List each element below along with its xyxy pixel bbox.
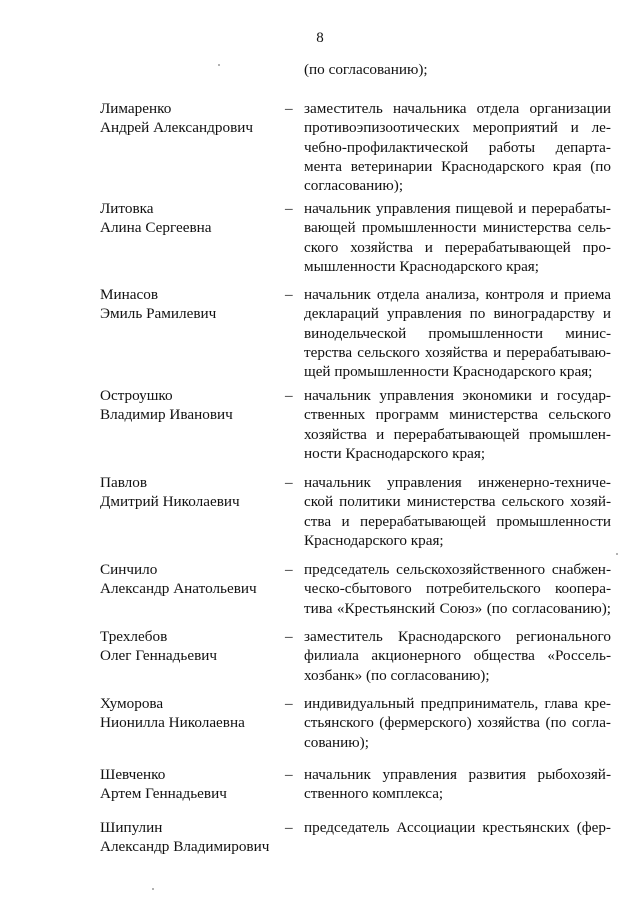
page-number: 8 <box>316 30 324 46</box>
member-surname: Остроушко <box>100 387 173 404</box>
role-line: тива «Крестьянский Союз» (по согласованию); <box>304 599 611 617</box>
member-name <box>100 199 280 238</box>
member-given-names: Олег Геннадьевич <box>100 647 218 665</box>
member-surname: Шипулин <box>100 819 163 836</box>
member-role <box>304 694 611 752</box>
role-line: мышленности Краснодарского края; <box>304 257 540 275</box>
member-given-names: Нионилла Николаевна <box>100 714 245 732</box>
role-line: начальник управления развития рыбохозяй- <box>304 766 611 783</box>
member-role <box>304 473 611 550</box>
member-given-names: Эмиль Рамилевич <box>100 305 217 323</box>
member-given-names: Андрей Александрович <box>100 119 254 137</box>
member-name <box>100 694 280 733</box>
role-line: начальник управления инженерно-техниче- <box>304 474 611 491</box>
member-role <box>304 627 611 685</box>
dash-separator: – <box>285 474 293 491</box>
member-role <box>304 560 611 618</box>
role-line: ства и перерабатывающей промышленности <box>304 512 611 530</box>
role-line: чебно-профилактической работы департа- <box>304 138 611 156</box>
role-line: ственного комплекса; <box>304 785 444 803</box>
dash-separator: – <box>285 628 293 645</box>
member-name <box>100 765 280 804</box>
role-line: заместитель начальника отдела организации <box>304 100 611 117</box>
role-line: заместитель Краснодарского регионального <box>304 628 611 645</box>
member-name <box>100 285 280 324</box>
member-role <box>304 386 611 463</box>
member-given-names: Владимир Иванович <box>100 406 233 424</box>
role-line: филиала акционерного общества «Россель- <box>304 647 611 665</box>
role-line: ского хозяйства и перерабатывающей про- <box>304 238 611 256</box>
role-line: хозбанк» (по согласованию); <box>304 666 490 684</box>
member-surname: Синчило <box>100 561 158 578</box>
role-line: согласованию); <box>304 177 404 195</box>
member-surname: Минасов <box>100 286 159 303</box>
scan-speck <box>616 553 618 555</box>
member-given-names: Артем Геннадьевич <box>100 785 227 803</box>
member-surname: Шевченко <box>100 766 166 783</box>
member-role <box>304 199 611 276</box>
member-role <box>304 285 611 381</box>
role-line: вающей промышленности министерства сель- <box>304 219 611 237</box>
member-name <box>100 473 280 512</box>
member-given-names: Алина Сергеевна <box>100 219 212 237</box>
member-surname: Павлов <box>100 474 148 491</box>
role-line: деклараций управления по виноградарству и <box>304 305 611 323</box>
member-role <box>304 765 611 804</box>
scan-speck <box>218 64 220 66</box>
role-line: ственных программ министерства сельского <box>304 406 611 424</box>
role-line: председатель Ассоциации крестьянских (фер- <box>304 819 611 836</box>
role-line: хозяйства и перерабатывающей промышлен- <box>304 425 611 443</box>
role-line: начальник управления экономики и государ- <box>304 387 611 404</box>
role-line: щей промышленности Краснодарского края; <box>304 363 593 381</box>
member-name <box>100 818 280 857</box>
role-line: ности Краснодарского края; <box>304 444 486 462</box>
dash-separator: – <box>285 766 293 783</box>
dash-separator: – <box>285 100 293 117</box>
continued-role-text: (по согласованию); <box>304 61 428 78</box>
role-line: Краснодарского края; <box>304 531 444 549</box>
dash-separator: – <box>285 286 293 303</box>
role-line: стьянского (фермерского) хозяйства (по согла- <box>304 714 611 732</box>
role-line: мента ветеринарии Краснодарского края (по <box>304 157 611 175</box>
role-line: сованию); <box>304 733 369 751</box>
member-given-names: Дмитрий Николаевич <box>100 493 240 511</box>
role-line: винодельческой промышленности минис- <box>304 324 611 342</box>
scan-speck <box>152 888 154 890</box>
member-name <box>100 99 280 138</box>
dash-separator: – <box>285 387 293 404</box>
dash-separator: – <box>285 819 293 836</box>
dash-separator: – <box>285 200 293 217</box>
role-line: председатель сельскохозяйственного снабжен- <box>304 561 611 578</box>
member-surname: Трехлебов <box>100 628 168 645</box>
member-given-names: Александр Анатольевич <box>100 580 257 598</box>
role-line: ческо-сбытового потребительского коопера- <box>304 580 611 598</box>
member-role <box>304 818 611 837</box>
dash-separator: – <box>285 695 293 712</box>
role-line: ской политики министерства сельского хозяй- <box>304 493 611 511</box>
member-surname: Литовка <box>100 200 154 217</box>
role-line: начальник управления пищевой и перерабаты- <box>304 200 611 217</box>
member-name <box>100 560 280 599</box>
role-line: индивидуальный предприниматель, глава кре- <box>304 695 611 712</box>
role-line: начальник отдела анализа, контроля и приема <box>304 286 611 303</box>
member-surname: Лимаренко <box>100 100 172 117</box>
role-line: терства сельского хозяйства и перерабатываю- <box>304 343 611 361</box>
dash-separator: – <box>285 561 293 578</box>
member-surname: Хуморова <box>100 695 164 712</box>
member-role <box>304 99 611 195</box>
role-line: противоэпизоотических мероприятий и ле- <box>304 119 611 137</box>
member-name <box>100 386 280 425</box>
member-given-names: Александр Владимирович <box>100 838 270 856</box>
member-name <box>100 627 280 666</box>
